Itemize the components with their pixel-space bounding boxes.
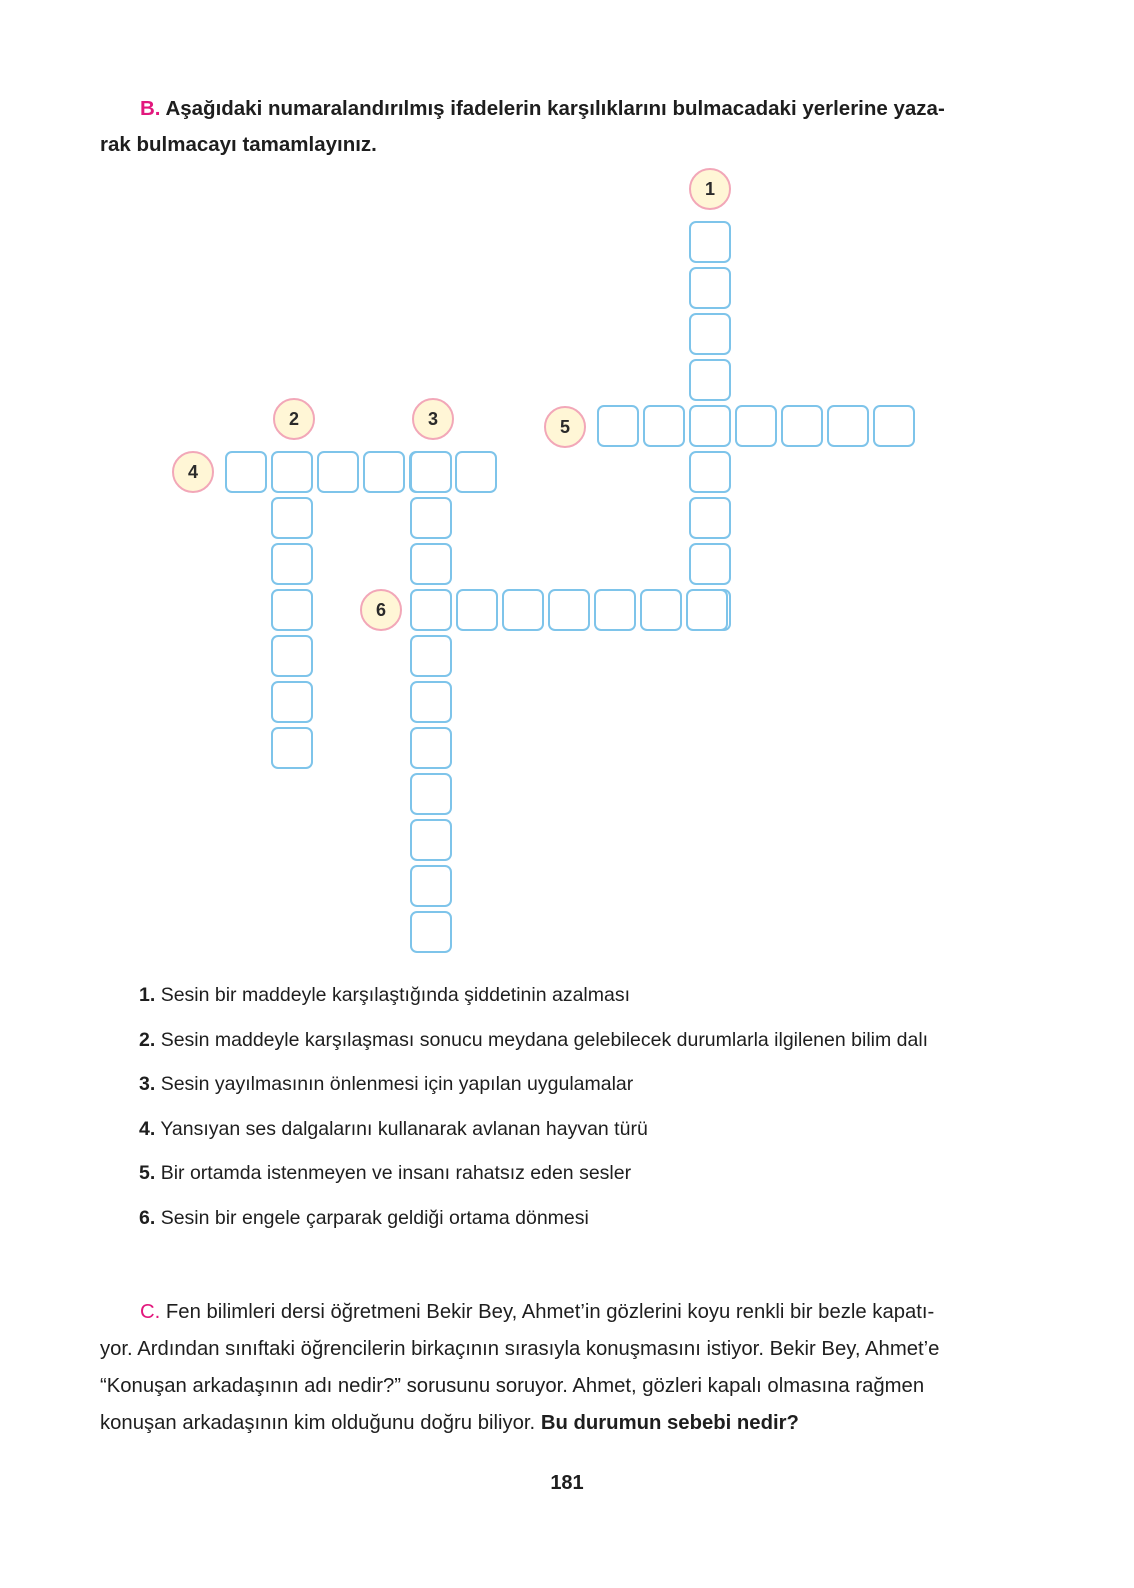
crossword-cell-word6[interactable] <box>686 589 728 631</box>
clue-text: Sesin yayılmasının önlenmesi için yapılan uygulamalar <box>160 1073 634 1096</box>
crossword-cell-word2[interactable] <box>271 497 313 539</box>
crossword-cell-word5[interactable] <box>735 405 777 447</box>
section-c-line2: yor. Ardından sınıftaki öğrencilerin birkaçının sırasıyla konuşmasını istiyor. Bekir Bey, Ahmet’e <box>100 1338 940 1360</box>
crossword-cell-word1[interactable] <box>689 359 731 401</box>
crossword-cell-word4[interactable] <box>271 451 313 493</box>
clue-number-1: 1 <box>689 168 731 210</box>
clue-number-label: 1. <box>139 984 156 1006</box>
clue-number-label: 4. <box>139 1117 156 1140</box>
crossword-cell-word1[interactable] <box>689 221 731 263</box>
clue-number-5: 5 <box>544 406 586 448</box>
crossword-cell-word3[interactable] <box>410 865 452 907</box>
clue-number-4: 4 <box>172 451 214 493</box>
crossword-cell-word1[interactable] <box>689 451 731 493</box>
crossword-cell-word2[interactable] <box>271 681 313 723</box>
crossword-cell-word4[interactable] <box>225 451 267 493</box>
section-c-question <box>100 1294 1000 1442</box>
crossword-cell-word3[interactable] <box>410 911 452 953</box>
crossword-cell-word6[interactable] <box>640 589 682 631</box>
section-b-line1: Aşağıdaki numaralandırılmış ifadelerin karşılıklarını bulmacadaki yerlerine yaza- <box>165 97 945 120</box>
crossword-cell-word6[interactable] <box>502 589 544 631</box>
clue-number-3: 3 <box>412 398 454 440</box>
crossword-cell-word3[interactable] <box>410 773 452 815</box>
clue-item-4 <box>139 1118 1039 1163</box>
section-c-line4: konuşan arkadaşının kim olduğunu doğru biliyor. <box>100 1412 536 1434</box>
crossword-cell-word4[interactable] <box>317 451 359 493</box>
clue-item-3 <box>139 1073 1039 1118</box>
crossword-cell-word5[interactable] <box>643 405 685 447</box>
clue-text: Yansıyan ses dalgalarını kullanarak avlanan hayvan türü <box>160 1117 648 1140</box>
crossword-cell-word3[interactable] <box>410 543 452 585</box>
crossword-cell-word5[interactable] <box>781 405 823 447</box>
clue-number-6: 6 <box>360 589 402 631</box>
crossword-cell-word5[interactable] <box>827 405 869 447</box>
clue-text: Sesin bir engele çarparak geldiği ortama dönmesi <box>160 1206 589 1229</box>
crossword-cell-word3[interactable] <box>410 497 452 539</box>
section-b-letter: B. <box>140 97 161 120</box>
crossword-cell-word6[interactable] <box>548 589 590 631</box>
clue-item-2 <box>139 1029 1039 1074</box>
section-c-line1: Fen bilimleri dersi öğretmeni Bekir Bey, Ahmet’in gözlerini koyu renkli bir bezle kapatı- <box>165 1301 935 1323</box>
clue-number-label: 3. <box>139 1073 156 1096</box>
section-c-question-text: Bu durumun sebebi nedir? <box>540 1412 799 1434</box>
section-b-instruction <box>100 91 1000 163</box>
crossword-cell-word2[interactable] <box>271 635 313 677</box>
clue-number-label: 6. <box>139 1206 156 1229</box>
crossword-cell-word3[interactable] <box>410 819 452 861</box>
crossword-cell-word3[interactable] <box>410 681 452 723</box>
crossword-cell-word6[interactable] <box>456 589 498 631</box>
crossword-cell-word4[interactable] <box>455 451 497 493</box>
clue-text: Sesin bir maddeyle karşılaştığında şiddetinin azalması <box>160 984 631 1006</box>
crossword-cell-word1[interactable] <box>689 543 731 585</box>
crossword-cell-word1[interactable] <box>689 267 731 309</box>
crossword-cell-word3[interactable] <box>410 451 452 493</box>
crossword-cell-word2[interactable] <box>271 543 313 585</box>
crossword-cell-word2[interactable] <box>271 727 313 769</box>
crossword-cell-word3[interactable] <box>410 635 452 677</box>
crossword-cell-word4[interactable] <box>363 451 405 493</box>
crossword-cell-word2[interactable] <box>271 589 313 631</box>
clue-item-5 <box>139 1162 1039 1207</box>
clue-number-2: 2 <box>273 398 315 440</box>
clue-number-label: 2. <box>139 1028 156 1051</box>
clue-number-label: 5. <box>139 1162 156 1185</box>
crossword-cell-word6[interactable] <box>594 589 636 631</box>
crossword-cell-word3[interactable] <box>410 727 452 769</box>
crossword-cell-word3[interactable] <box>410 589 452 631</box>
clue-text: Bir ortamda istenmeyen ve insanı rahatsız eden sesler <box>160 1162 632 1185</box>
section-c-line3: “Konuşan arkadaşının adı nedir?” sorusunu soruyor. Ahmet, gözleri kapalı olmasına rağmen <box>100 1375 925 1397</box>
crossword-cell-word1[interactable] <box>689 405 731 447</box>
clue-item-6 <box>139 1207 1039 1252</box>
section-c-letter: C. <box>140 1301 161 1323</box>
section-b-line2: rak bulmacayı tamamlayınız. <box>100 133 377 156</box>
clue-item-1 <box>139 984 1039 1029</box>
crossword-cell-word5[interactable] <box>597 405 639 447</box>
page-number: 181 <box>550 1472 584 1494</box>
crossword-cell-word1[interactable] <box>689 313 731 355</box>
clue-text: Sesin maddeyle karşılaşması sonucu meydana gelebilecek durumlarla ilgilenen bilim dalı <box>160 1028 929 1051</box>
crossword-cell-word5[interactable] <box>873 405 915 447</box>
crossword-cell-word1[interactable] <box>689 497 731 539</box>
clue-list <box>139 984 1039 1252</box>
